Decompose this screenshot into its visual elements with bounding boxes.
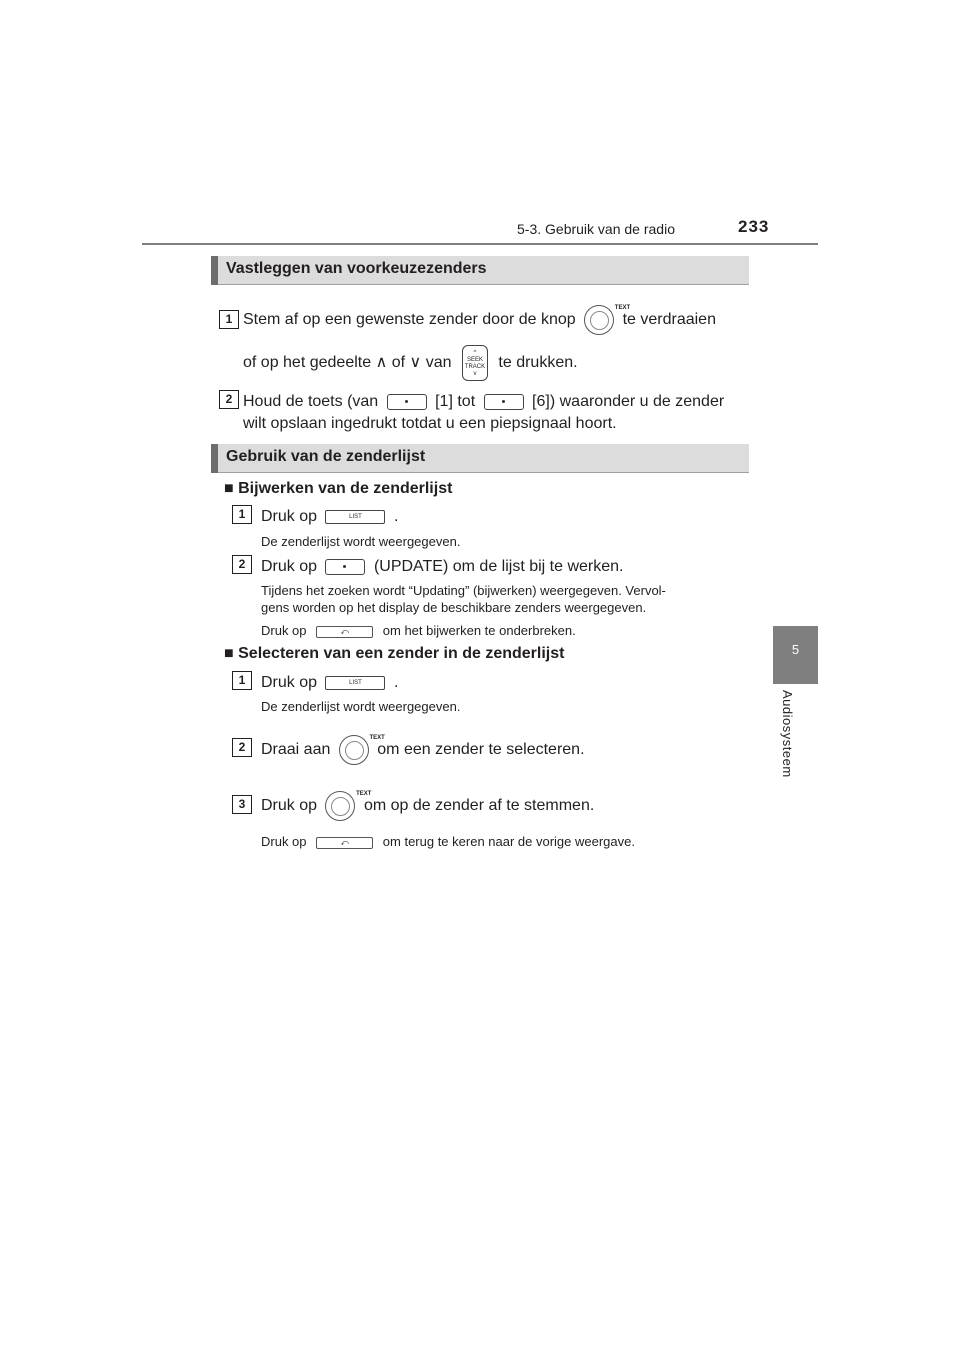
running-header-section: 5-3. Gebruik van de radio bbox=[517, 221, 675, 237]
bullet-heading: ■ Bijwerken van de zenderlijst bbox=[224, 480, 453, 497]
chevron-down-icon: ∨ bbox=[409, 354, 422, 372]
step-text-line: of op het gedeelte ∧ of ∨ van ^ SEEK TRACK v te drukken. bbox=[243, 345, 578, 381]
square-bullet-icon: ■ bbox=[224, 645, 234, 662]
chapter-tab: 5 bbox=[773, 626, 818, 684]
step-number: 3 bbox=[232, 795, 252, 814]
list-button-icon: LIST bbox=[325, 510, 385, 524]
step-text-line: Draai aan TEXT om een zender te selecteren. bbox=[261, 735, 585, 765]
step-text-line: Stem af op een gewenste zender door de knop TEXT te verdraaien bbox=[243, 305, 716, 335]
tune-knob-icon: TEXT bbox=[325, 791, 355, 821]
step-number: 1 bbox=[219, 310, 239, 329]
list-button-icon: LIST bbox=[325, 676, 385, 690]
tune-knob-icon: TEXT bbox=[584, 305, 614, 335]
chevron-up-icon: ∧ bbox=[375, 354, 388, 372]
step-number: 1 bbox=[232, 671, 252, 690]
step-number: 2 bbox=[219, 390, 239, 409]
seek-track-button-icon: ^ SEEK TRACK v bbox=[462, 345, 488, 381]
step-note: De zenderlijst wordt weergegeven. bbox=[261, 699, 461, 714]
step-text-line: Druk op (UPDATE) om de lijst bij te werken. bbox=[261, 558, 624, 575]
section-heading-text: Vastleggen van voorkeuzezenders bbox=[226, 260, 487, 277]
step-number: 1 bbox=[232, 505, 252, 524]
section-heading-text: Gebruik van de zenderlijst bbox=[226, 448, 426, 465]
step-note: Druk op ⤺ om het bijwerken te onderbreken. bbox=[261, 623, 576, 638]
step-text-line: Druk op TEXT om op de zender af te stemmen. bbox=[261, 791, 594, 821]
step-text-line: Druk op LIST . bbox=[261, 674, 399, 691]
page-number: 233 bbox=[738, 217, 770, 236]
step-text-line: wilt opslaan ingedrukt totdat u een piepsignaal hoort. bbox=[243, 415, 617, 432]
section-heading-station-list bbox=[211, 444, 749, 473]
chapter-label bbox=[768, 690, 818, 790]
preset-button-icon bbox=[387, 394, 427, 410]
step-note: gens worden op het display de beschikbare zenders weergegeven. bbox=[261, 600, 647, 615]
back-button-icon: ⤺ bbox=[316, 837, 373, 849]
step-number: 2 bbox=[232, 738, 252, 757]
header-rule bbox=[142, 243, 818, 245]
bullet-heading: ■ Selecteren van een zender in de zenderlijst bbox=[224, 645, 565, 662]
step-text-line: Houd de toets (van [1] tot [6]) waaronder u de zender bbox=[243, 393, 725, 410]
preset-button-icon bbox=[484, 394, 524, 410]
back-button-icon: ⤺ bbox=[316, 626, 373, 638]
square-bullet-icon: ■ bbox=[224, 480, 234, 497]
step-note: Tijdens het zoeken wordt “Updating” (bijwerken) weergegeven. Vervol- bbox=[261, 583, 666, 598]
step-text-line: Druk op LIST . bbox=[261, 508, 399, 525]
chapter-label-text: Audiosysteem bbox=[780, 690, 795, 778]
step-note: Druk op ⤺ om terug te keren naar de vorige weergave. bbox=[261, 834, 635, 849]
tune-knob-icon: TEXT bbox=[339, 735, 369, 765]
step-number: 2 bbox=[232, 555, 252, 574]
update-button-icon bbox=[325, 559, 365, 575]
step-note: De zenderlijst wordt weergegeven. bbox=[261, 534, 461, 549]
section-heading-presets bbox=[211, 256, 749, 285]
